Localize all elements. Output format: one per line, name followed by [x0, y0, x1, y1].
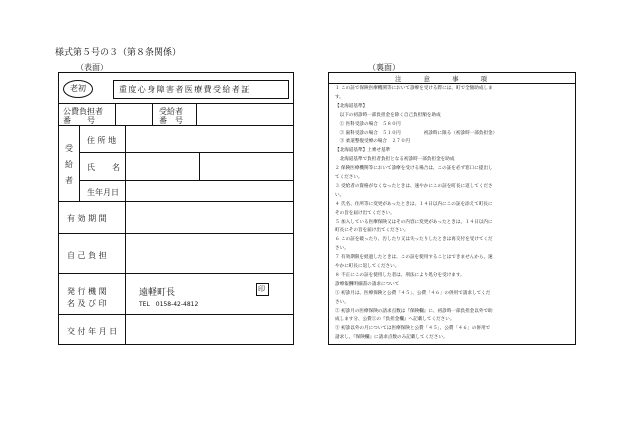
issuer-name: 遠軽町長 [139, 288, 176, 298]
card-title: 重度心身障害者医療費受給者証 [119, 85, 251, 94]
col-line [199, 152, 200, 180]
payer-number-label: 公費負担者 [63, 107, 103, 116]
front-card [58, 72, 294, 345]
note-line: てください。 [335, 175, 363, 180]
recipient-vertical-char: 者 [65, 176, 73, 185]
note-line: ① 初診月は、医療保険と公費「４５」、公費「４６」の併用で請求してくだ [335, 290, 491, 296]
recipient-vertical-char: 給 [65, 160, 73, 169]
note-line: 【北海道基準】 [335, 103, 368, 109]
note-line: その旨を届け出てください。 [335, 210, 395, 216]
front-side-label: （表面） [76, 63, 108, 72]
note-line: １ この証で保険医療機関等において診療を受ける際には、町で全額助成しま [335, 86, 493, 91]
note-line: ③ 柔道整復受療の場合 ２７０円 [335, 139, 410, 145]
note-line: ５ 加入している医療保険又はその内容に変更があったときは、１４日以内に [335, 219, 493, 225]
col-line [79, 125, 80, 201]
col-line [125, 201, 126, 344]
row-line [59, 273, 293, 274]
back-card [328, 72, 576, 345]
note-line: い。 [335, 192, 345, 198]
note-line: ６ この証を破ったり、汚したり又は失ったりしたときは再交付を受けてくだ [335, 237, 493, 243]
issuer-label: 発 行 機 関 [67, 287, 107, 296]
issuer-label-2: 名 及 び 印 [67, 299, 107, 308]
heading-divider [329, 83, 575, 84]
note-line: 町長にその旨を届け出てください。 [335, 228, 409, 234]
note-line: やかに町長に返してください。 [335, 264, 400, 269]
col-line [115, 103, 116, 125]
recipient-number-label: 受給者 [159, 107, 183, 116]
row-line [59, 233, 293, 234]
note-line: す。 [335, 94, 344, 100]
note-line: さい。 [335, 299, 349, 305]
note-line: ③ 初診以外の月については医療保険と公費「４５」、公費「４６」の併用で [335, 326, 491, 332]
back-side-label: （裏面） [368, 63, 400, 72]
note-line: ２ 保険医療機関等において診療を受ける場合は、この証を必ず窓口に提出し [335, 166, 493, 172]
col-line [196, 103, 197, 125]
badge-label: 老初 [70, 84, 86, 93]
note-line: ７ 有効期限を経過したときは、この証を使用することはできませんから、速 [335, 255, 493, 261]
address-label: 住 所 地 [87, 136, 117, 145]
issuer-tel: TEL 0158-42-4812 [139, 301, 199, 308]
name-label: 氏 [87, 163, 95, 172]
col-line [152, 103, 153, 125]
validity-label: 有 効 期 間 [67, 214, 107, 223]
note-line: さい。 [335, 246, 349, 252]
note-line: ３ 受給者の資格がなくなったときは、速やかにこの証を町長に返してくださ [335, 183, 493, 189]
payer-number-label-2: 番 号 [63, 116, 95, 125]
note-line: 【北海道基準】上乗せ基準 [335, 148, 391, 154]
name-label-2: 名 [112, 163, 120, 172]
note-line: 以下の初診時一部負担金を除く自己負担額を助成 [335, 112, 441, 118]
note-line: ① 医科受診の場合 ５８０円 [335, 121, 401, 127]
row-line [59, 201, 293, 202]
note-line: ４ 氏名、住所等に変更があったときは、１４日以内にこの証を添えて町長に [335, 201, 493, 207]
row-line [79, 152, 293, 153]
copay-label: 自 己 負 担 [67, 251, 107, 260]
birthdate-label: 生年月日 [87, 188, 119, 197]
form-title: 様式第５号の３（第８条関係） [55, 48, 182, 58]
col-line [125, 125, 126, 201]
note-line: ② 歯科受診の場合 ５１０円 初診時に限る（初診時一部負担金） [335, 130, 498, 136]
row-line [59, 103, 293, 104]
note-line: 北海道基準で負担者負担となる初診時一部負担金を助成 [335, 157, 455, 163]
recipient-vertical-char: 受 [65, 144, 73, 153]
seal-label: 印 [258, 285, 265, 293]
notes-heading: 注意事項 [395, 75, 509, 83]
issue-date-label: 交 付 年 月 日 [67, 327, 118, 336]
note-line: 成します分、公費①の『負担金欄』へ記載してください。 [335, 317, 455, 323]
recipient-number-label-2: 番 号 [159, 116, 183, 125]
note-line: ８ 不正にこの証を使用した者は、刑法により処分を受けます。 [335, 272, 465, 278]
row-line [59, 314, 293, 315]
row-line [79, 180, 293, 181]
note-line: ② 初診月の医療保険の請求点数は『保険欄』に、初診時一部負担金以外で助 [335, 308, 493, 314]
note-line: 診療報酬明細書の請求について [335, 281, 400, 287]
note-line: 請求し、『保険欄』に請求点数のみ記載してください。 [335, 335, 448, 341]
